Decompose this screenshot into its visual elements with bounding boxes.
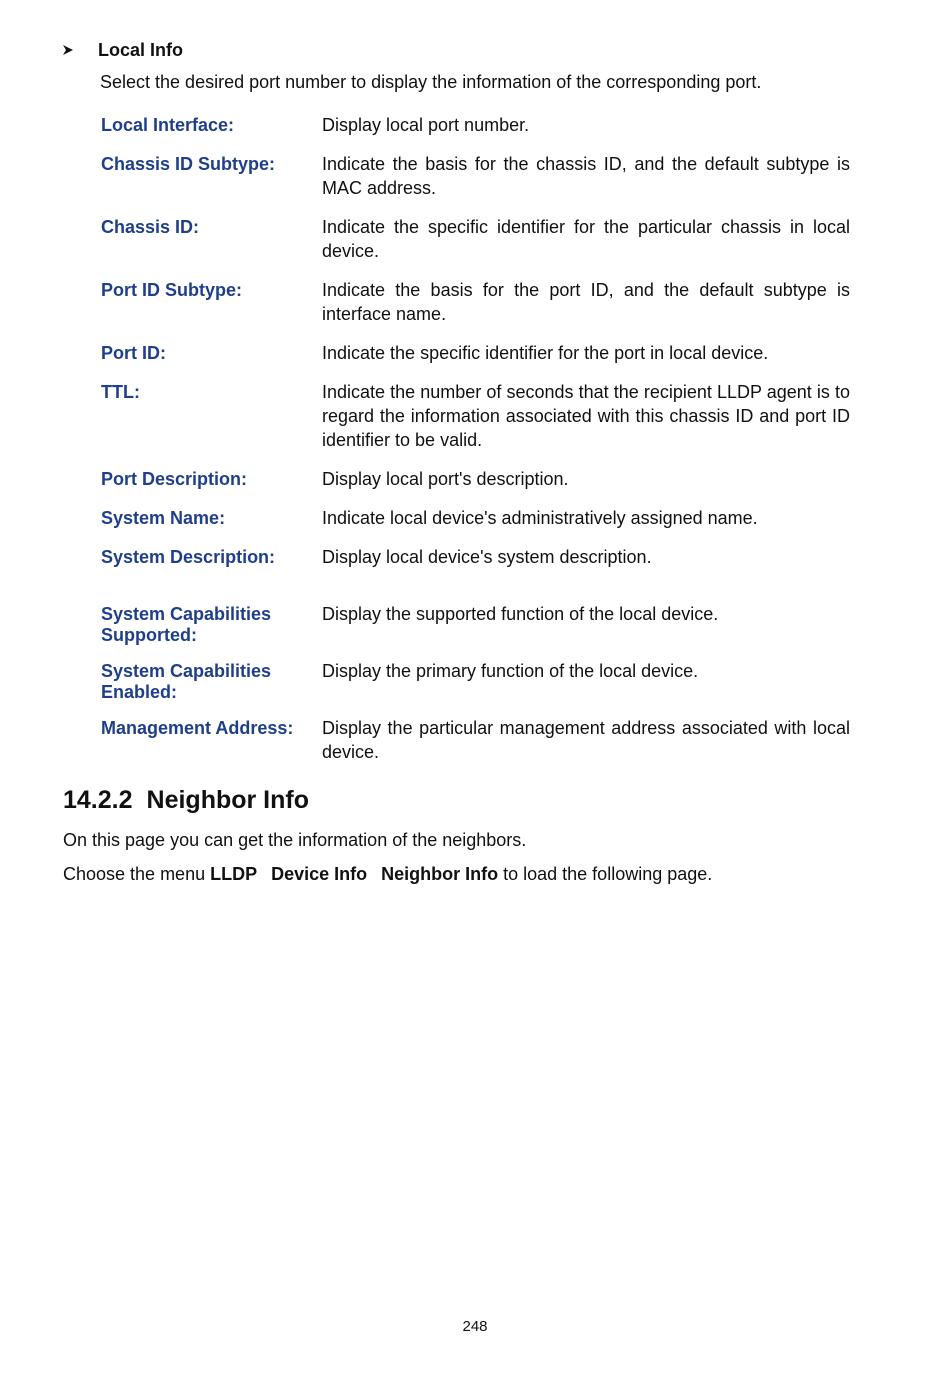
definition-term: Port Description: (101, 469, 248, 489)
definition-description: Display the supported function of the local device. (322, 604, 719, 624)
menu-path-prefix: Choose the menu (63, 864, 211, 884)
definition-term: Local Interface: (101, 115, 235, 135)
definition-description: Display the particular management address associated with local device. (322, 718, 850, 762)
definition-list (101, 113, 850, 773)
definition-row (101, 152, 850, 215)
definition-term: System Capabilities Supported: (101, 604, 272, 645)
menu-path-paragraph (63, 864, 712, 885)
definition-description: Display the primary function of the local device. (322, 661, 699, 681)
local-info-heading (62, 38, 183, 62)
menu-item-device-info: Device Info (271, 864, 368, 884)
section-paragraph: On this page you can get the information of the neighbors. (63, 830, 527, 850)
definition-term: Port ID Subtype: (101, 280, 243, 300)
definition-row (101, 341, 850, 380)
definition-row (101, 380, 850, 467)
definition-term: Port ID: (101, 343, 166, 363)
local-info-intro: Select the desired port number to display the information of the corresponding port. (100, 72, 762, 92)
section-heading (63, 786, 309, 815)
local-info-title: Local Info (98, 39, 183, 60)
definition-term: Chassis ID Subtype: (101, 154, 276, 174)
definition-term: System Name: (101, 508, 226, 528)
definition-row (101, 278, 850, 341)
section-number: 14.2.2 (63, 786, 133, 814)
definition-description: Indicate the specific identifier for the particular chassis in local device. (322, 217, 850, 261)
definition-term: TTL: (101, 382, 140, 402)
definition-description: Indicate the number of seconds that the recipient LLDP agent is to regard the information associated with this chassis ID and port ID identifier to be valid. (322, 382, 850, 450)
definition-description: Display local port's description. (322, 469, 569, 489)
definition-row (101, 716, 850, 773)
definition-term: Management Address: (101, 718, 294, 738)
definition-description: Display local port number. (322, 115, 530, 135)
definition-row (101, 467, 850, 506)
definition-term: System Description: (101, 547, 276, 567)
menu-item-neighbor-info: Neighbor Info (381, 864, 499, 884)
definition-description: Indicate local device's administratively assigned name. (322, 508, 758, 528)
menu-item-lldp: LLDP (210, 864, 258, 884)
page-number: 248 (462, 1318, 488, 1335)
arrow-bullet-icon (62, 44, 74, 56)
definition-row (101, 545, 850, 602)
section-title: Neighbor Info (146, 786, 309, 814)
definition-row (101, 602, 850, 659)
definition-description: Display local device's system description. (322, 547, 652, 567)
definition-row (101, 215, 850, 278)
definition-term: Chassis ID: (101, 217, 200, 237)
definition-row (101, 506, 850, 545)
definition-row (101, 113, 850, 152)
definition-description: Indicate the specific identifier for the port in local device. (322, 343, 769, 363)
definition-row (101, 659, 850, 716)
menu-path-suffix: to load the following page. (498, 864, 713, 884)
definition-description: Indicate the basis for the port ID, and the default subtype is interface name. (322, 280, 850, 324)
definition-term: System Capabilities Enabled: (101, 661, 272, 702)
definition-description: Indicate the basis for the chassis ID, and the default subtype is MAC address. (322, 154, 850, 198)
